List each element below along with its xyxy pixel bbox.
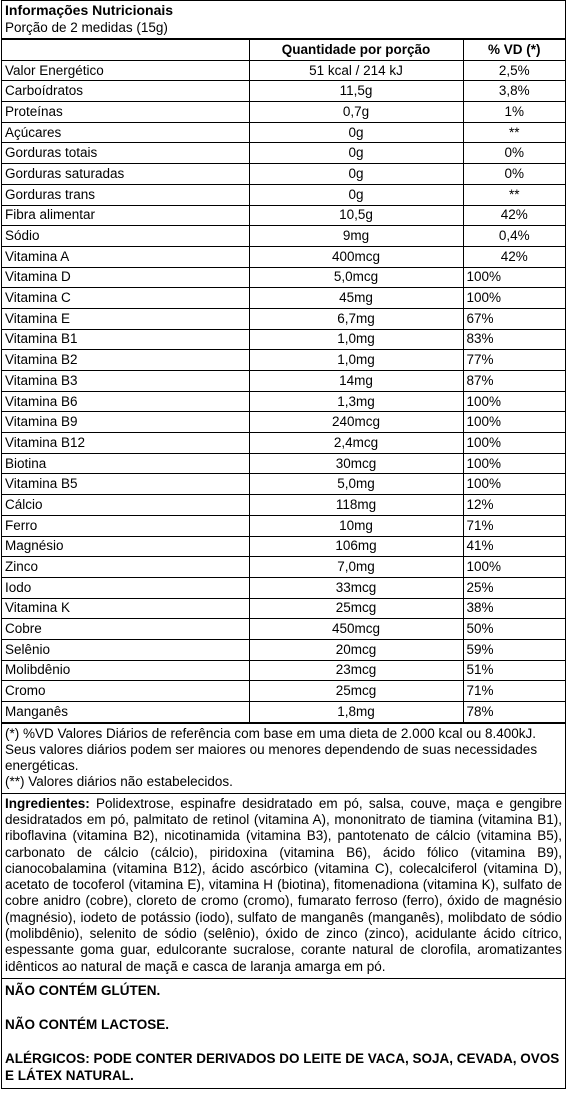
nutrient-name: Vitamina B6 [2,391,249,412]
nutrient-name: Cobre [2,619,249,640]
nutrient-vd: 0% [463,143,565,164]
nutrient-quantity: 450mcg [249,619,463,640]
nutrient-vd: 1% [463,102,565,123]
nutrient-vd: 38% [463,598,565,619]
table-row [2,495,565,516]
nutrient-vd: 87% [463,371,565,392]
nutrient-vd: ** [463,122,565,143]
nutrient-name: Cromo [2,681,249,702]
not-established-footnote: (**) Valores diários não estabelecidos. [5,773,233,789]
nutrient-vd: 42% [463,205,565,226]
nutrient-quantity: 0g [249,122,463,143]
nutrient-name: Carboídratos [2,81,249,102]
table-row [2,267,565,288]
nutrient-name: Açúcares [2,122,249,143]
ingredients-text: Polidextrose, espinafre desidratado em pó, salsa, couve, maça e gengibre desidratados em pó, palmitato de retinol (vitamina A), mononitrato de tiamina (vitamina B1), riboflavina (vitamina B2), nicotinamida (vitamina B3), pantotenato de cálcio (vitamina B5), carbonato de cálcio (cálcio), piridoxina (vitamina B6), ácido fólico (vitamina B9), cianocobalamina (vitamina B12), ácido ascórbico (vitamina C), colecalciferol (vitamina D), acetato de tocoferol (vitamina E), vitamina H (biotina), fitomenadiona (vitamina K), sulfato de cobre anidro (cobre), cloreto de cromo (cromo), fumarato ferroso (ferro), óxido de magnésio (magnésio), iodeto de potássio (iodo), sulfato de manganês (manganês), molibdato de sódio (molibdênio), selenito de sódio (selênio), óxido de zinco (zinco), acidulante ácido cítrico, espessante goma guar, edulcorante sucralose, corante natural de clorofila, aromatizantes idênticos ao natural de maçã e casca de laranja amarga em pó. [5,795,562,974]
table-row [2,350,565,371]
table-row [2,60,565,81]
nutrient-name: Zinco [2,557,249,578]
label-header [2,1,565,39]
nutrient-name: Magnésio [2,536,249,557]
nutrient-name: Iodo [2,577,249,598]
table-row [2,288,565,309]
nutrient-vd: 42% [463,246,565,267]
table-row [2,308,565,329]
gluten-warning: NÃO CONTÉM GLÚTEN. [5,982,161,998]
nutrient-vd: 50% [463,619,565,640]
table-row [2,619,565,640]
table-row [2,246,565,267]
nutrient-vd: 3,8% [463,81,565,102]
nutrition-rows [2,60,565,722]
nutrient-name: Gorduras saturadas [2,164,249,185]
nutrient-name: Vitamina B12 [2,433,249,454]
nutrient-vd: 100% [463,557,565,578]
nutrient-name: Vitamina D [2,267,249,288]
nutrient-quantity: 1,3mg [249,391,463,412]
table-row [2,660,565,681]
nutrient-quantity: 0g [249,164,463,185]
table-row [2,164,565,185]
nutrient-vd: 51% [463,660,565,681]
nutrition-label [1,0,566,1089]
nutrient-quantity: 118mg [249,495,463,516]
table-row [2,226,565,247]
table-row [2,102,565,123]
nutrient-quantity: 20mcg [249,639,463,660]
nutrient-quantity: 400mcg [249,246,463,267]
nutrient-vd: 78% [463,702,565,723]
table-row [2,143,565,164]
nutrient-name: Biotina [2,453,249,474]
nutrient-quantity: 11,5g [249,81,463,102]
table-row [2,391,565,412]
nutrient-vd: 71% [463,681,565,702]
nutrient-quantity: 7,0mg [249,557,463,578]
nutrient-vd: 100% [463,288,565,309]
nutrient-name: Selênio [2,639,249,660]
nutrient-vd: 2,5% [463,60,565,81]
table-row [2,536,565,557]
table-row [2,598,565,619]
table-row [2,702,565,723]
nutrient-quantity: 5,0mg [249,474,463,495]
table-row [2,515,565,536]
nutrient-vd: 0% [463,164,565,185]
nutrient-vd: 0,4% [463,226,565,247]
nutrient-vd: 71% [463,515,565,536]
nutrient-quantity: 9mg [249,226,463,247]
nutrient-vd: 100% [463,412,565,433]
nutrition-table [2,39,565,723]
allergens-warning: ALÉRGICOS: PODE CONTER DERIVADOS DO LEITE DE VACA, SOJA, CEVADA, OVOS E LÁTEX NATURAL. [5,1050,560,1083]
nutrient-quantity: 5,0mcg [249,267,463,288]
nutrient-name: Gorduras totais [2,143,249,164]
label-title: Informações Nutricionais [5,2,174,18]
nutrient-vd: 67% [463,308,565,329]
nutrient-name: Vitamina B5 [2,474,249,495]
table-header-row [2,40,565,61]
nutrient-column-header [2,40,249,61]
nutrient-quantity: 51 kcal / 214 kJ [249,60,463,81]
nutrient-name: Molibdênio [2,660,249,681]
nutrient-name: Ferro [2,515,249,536]
nutrient-vd: 59% [463,639,565,660]
table-row [2,681,565,702]
table-row [2,81,565,102]
nutrient-quantity: 25mcg [249,598,463,619]
table-row [2,371,565,392]
nutrient-quantity: 1,8mg [249,702,463,723]
nutrient-name: Vitamina B1 [2,329,249,350]
nutrient-vd: 100% [463,433,565,454]
nutrient-quantity: 1,0mg [249,350,463,371]
nutrient-vd: 100% [463,474,565,495]
nutrient-quantity: 14mg [249,371,463,392]
nutrient-quantity: 2,4mcg [249,433,463,454]
table-row [2,557,565,578]
nutrient-name: Cálcio [2,495,249,516]
nutrient-quantity: 33mcg [249,577,463,598]
table-row [2,577,565,598]
table-row [2,433,565,454]
nutrient-quantity: 106mg [249,536,463,557]
nutrient-vd: 12% [463,495,565,516]
table-row [2,453,565,474]
quantity-column-header: Quantidade por porção [249,40,463,61]
nutrient-name: Vitamina B2 [2,350,249,371]
nutrient-quantity: 10,5g [249,205,463,226]
nutrient-vd: 100% [463,391,565,412]
ingredients-block [2,793,565,978]
table-row [2,474,565,495]
nutrient-vd: ** [463,184,565,205]
nutrient-vd: 100% [463,453,565,474]
nutrient-name: Proteínas [2,102,249,123]
nutrient-quantity: 0g [249,143,463,164]
nutrient-vd: 100% [463,267,565,288]
nutrient-quantity: 240mcg [249,412,463,433]
nutrient-quantity: 25mcg [249,681,463,702]
nutrient-name: Vitamina E [2,308,249,329]
nutrient-name: Gorduras trans [2,184,249,205]
nutrient-name: Vitamina K [2,598,249,619]
nutrient-name: Manganês [2,702,249,723]
nutrient-name: Vitamina B9 [2,412,249,433]
vd-column-header: % VD (*) [463,40,565,61]
vd-footnote: (*) %VD Valores Diários de referência com base em uma dieta de 2.000 kcal ou 8.400kJ. Seus valores diários podem ser maiores ou menores dependendo de suas necessidades energéticas. [5,725,538,773]
nutrient-name: Valor Energético [2,60,249,81]
nutrient-name: Fibra alimentar [2,205,249,226]
table-row [2,412,565,433]
nutrient-quantity: 0,7g [249,102,463,123]
lactose-warning: NÃO CONTÉM LACTOSE. [5,1016,170,1032]
nutrient-vd: 41% [463,536,565,557]
warnings-block [2,978,565,1088]
portion-size: Porção de 2 medidas (15g) [5,20,168,35]
ingredients-label: Ingredientes: [5,795,90,811]
nutrient-quantity: 0g [249,184,463,205]
nutrient-name: Vitamina B3 [2,371,249,392]
nutrient-name: Vitamina C [2,288,249,309]
footnotes [2,723,565,793]
nutrient-quantity: 6,7mg [249,308,463,329]
table-row [2,329,565,350]
nutrient-quantity: 23mcg [249,660,463,681]
table-row [2,639,565,660]
nutrient-vd: 83% [463,329,565,350]
nutrient-name: Sódio [2,226,249,247]
nutrient-quantity: 45mg [249,288,463,309]
nutrient-quantity: 1,0mg [249,329,463,350]
nutrient-vd: 25% [463,577,565,598]
nutrient-quantity: 10mg [249,515,463,536]
nutrient-quantity: 30mcg [249,453,463,474]
nutrient-vd: 77% [463,350,565,371]
table-row [2,184,565,205]
nutrient-name: Vitamina A [2,246,249,267]
table-row [2,205,565,226]
table-row [2,122,565,143]
